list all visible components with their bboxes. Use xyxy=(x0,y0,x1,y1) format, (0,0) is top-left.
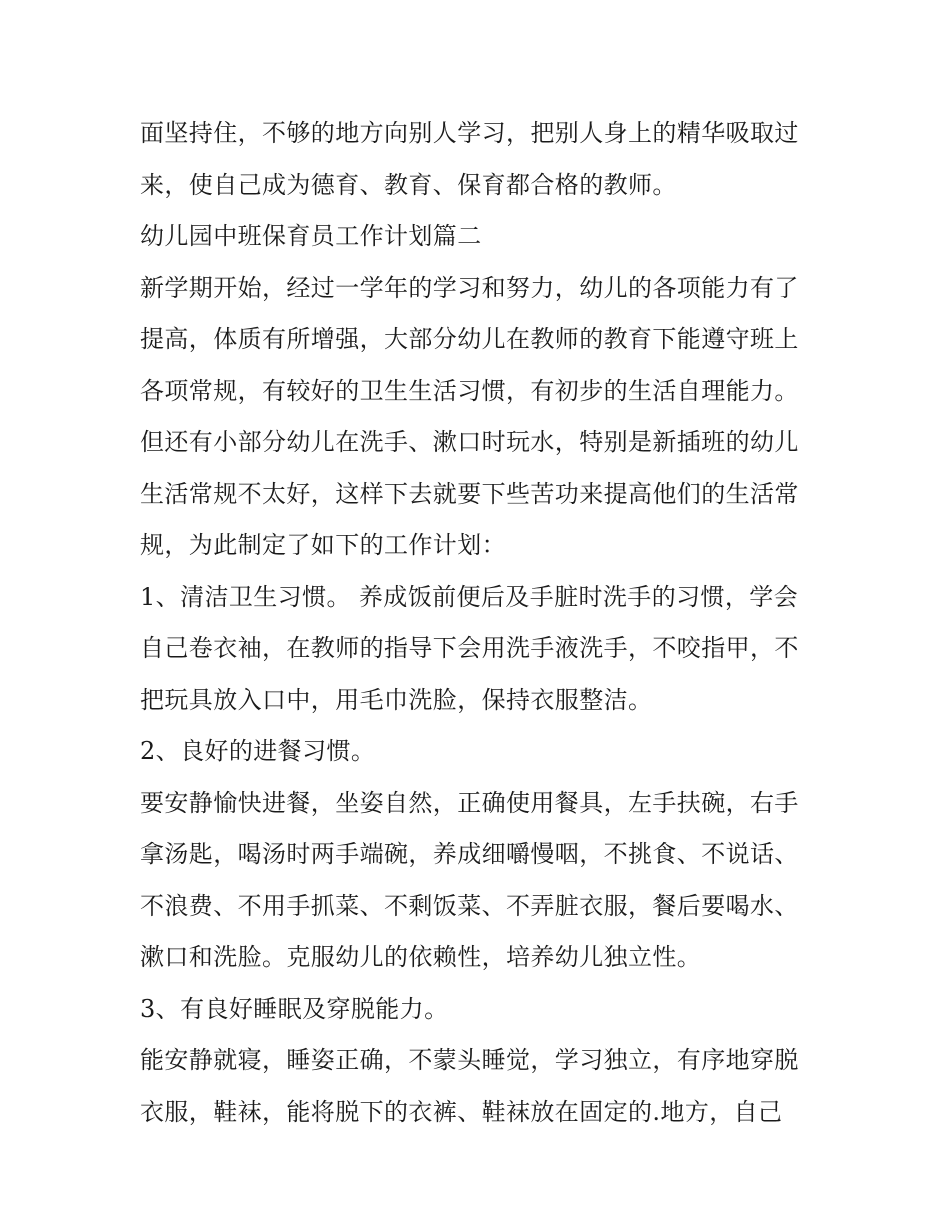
text-line: 生活常规不太好，这样下去就要下些苦功来提高他们的生活常 xyxy=(140,479,799,508)
text-line: 提高，体质有所增强，大部分幼儿在教师的教育下能遵守班上 xyxy=(140,325,799,353)
list-item-heading: 3、有良好睡眠及穿脱能力。 xyxy=(140,994,449,1023)
text-line: 衣服，鞋袜，能将脱下的衣裤、鞋袜放在固定的.地方，自己 xyxy=(140,1097,783,1126)
text-line: 要安静愉快进餐，坐姿自然，正确使用餐具，左手扶碗，右手 xyxy=(140,788,799,817)
text-line: 来，使自己成为德育、教育、保育都合格的教师。 xyxy=(140,170,677,199)
list-item-heading: 1、清洁卫生习惯。 养成饭前便后及手脏时洗手的习惯，学会 xyxy=(140,582,799,611)
section-heading: 幼儿园中班保育员工作计划篇二 xyxy=(140,222,482,250)
list-item-heading: 2、良好的进餐习惯。 xyxy=(140,737,376,765)
text-line: 能安静就寝，睡姿正确，不蒙头睡觉，学习独立，有序地穿脱 xyxy=(140,1046,799,1074)
text-line: 面坚持住，不够的地方向别人学习，把别人身上的精华吸取过 xyxy=(140,119,799,147)
text-line: 不浪费、不用手抓菜、不剩饭菜、不弄脏衣服，餐后要喝水、 xyxy=(140,891,799,920)
text-line: 各项常规，有较好的卫生生活习惯，有初步的生活自理能力。 xyxy=(140,376,799,405)
text-line: 新学期开始，经过一学年的学习和努力，幼儿的各项能力有了 xyxy=(140,273,799,302)
document-body xyxy=(140,108,820,1138)
text-line: 把玩具放入口中，用毛巾洗脸，保持衣服整洁。 xyxy=(140,685,653,714)
text-line: 自己卷衣袖，在教师的指导下会用洗手液洗手，不咬指甲，不 xyxy=(140,634,799,662)
text-line: 但还有小部分幼儿在洗手、漱口时玩水，特别是新插班的幼儿 xyxy=(140,428,799,456)
text-line: 拿汤匙，喝汤时两手端碗，养成细嚼慢咽，不挑食、不说话、 xyxy=(140,840,799,868)
text-line: 漱口和洗脸。克服幼儿的依赖性，培养幼儿独立性。 xyxy=(140,943,702,971)
text-line: 规，为此制定了如下的工作计划： xyxy=(140,531,506,559)
